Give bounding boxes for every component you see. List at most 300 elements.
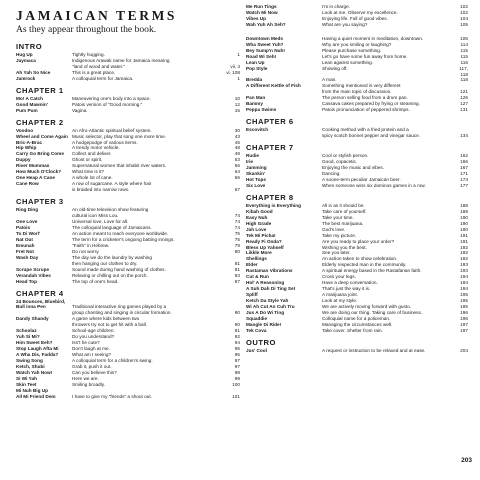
entry-page: vii, 4 <box>230 63 240 69</box>
entry-definition: Why are you smiling or laughing? <box>322 41 392 47</box>
entry-page: 64 <box>234 169 240 175</box>
entry-definition: We are actively moving forward with gusto. <box>322 304 412 310</box>
entry-page: 191 <box>460 238 468 244</box>
entry-page: 15 <box>234 107 240 113</box>
entry-term: Nat Out <box>16 236 33 242</box>
entry-page: 92 <box>234 334 240 340</box>
entry-page: 197 <box>460 327 468 333</box>
entry-term: Downtown Meds <box>246 35 283 41</box>
entry-term: Lean Up <box>246 59 265 65</box>
entry-definition: Take my picture. <box>322 232 357 238</box>
entry-page: 204 <box>460 347 468 353</box>
entry-term: Road Wi Seh! <box>246 53 277 59</box>
glossary-entry <box>16 279 240 285</box>
entry-page: 1 <box>237 52 240 57</box>
right-column <box>246 4 468 354</box>
entry-definition: An action meant to reach everyone worldwide. <box>72 230 169 236</box>
entry-definition: Cassava cakes prepared by frying or steaming. <box>322 101 420 107</box>
entry-page: 190 <box>460 226 468 232</box>
entry-definition: Do you understand? <box>72 334 115 340</box>
entry-page: 194 <box>460 280 468 286</box>
entry-page: 10 <box>234 95 240 101</box>
entry-term: Wah Yuh Ah Seh? <box>246 21 286 27</box>
entry-page: 118 <box>460 77 468 83</box>
entry-term: Rudie <box>246 153 260 159</box>
entry-page: 106 <box>460 35 468 41</box>
entry-definition: Can you believe this? <box>72 369 117 375</box>
entry-definition: Music selector, play that song one more time. <box>72 133 167 139</box>
entry-page: 190 <box>460 220 468 226</box>
entry-definition: "land of wood and water." <box>72 63 125 69</box>
entry-definition: An Afro-Atlantic spiritual belief system. <box>72 127 152 133</box>
entry-definition: The best marijuana. <box>322 220 364 226</box>
entry-definition: Please purchase something. <box>322 47 382 53</box>
entry-term: Kibah Good <box>246 208 273 214</box>
glossary-entry <box>246 183 468 189</box>
entry-term: Yuh Si Mi? <box>16 334 40 340</box>
entry-term: Hug Up <box>16 52 33 57</box>
entry-definition: Enjoying the music and vibes. <box>322 165 385 171</box>
entry-definition: Cool or stylish person. <box>322 153 369 159</box>
entry-definition: Take cover. Shelter from rain. <box>322 327 383 333</box>
entry-definition: Don't laugh at me. <box>72 346 110 352</box>
glossary-section <box>246 338 468 354</box>
entry-page: 79 <box>234 242 240 248</box>
entry-page: 121 <box>460 89 468 95</box>
glossary-section <box>16 42 240 82</box>
entry-page: 193 <box>460 268 468 274</box>
entry-page: 90 <box>234 310 240 316</box>
entry-definition: What are you saying? <box>322 21 368 27</box>
entry-definition: Ghost or spirit. <box>72 157 103 163</box>
entry-term: Tek Mi Picha! <box>246 232 276 238</box>
entry-definition: This is a great place. <box>72 69 116 75</box>
entry-term: A Wha Dis, Fadda? <box>16 352 59 358</box>
entry-term: Hol' A Reasoning <box>246 280 285 286</box>
entry-definition: Have a deep conversation. <box>322 280 378 286</box>
entry-term: Everything is Everything <box>246 202 301 208</box>
entry-definition: Here we are. <box>72 375 99 381</box>
entry-definition: When someone wins six dominos games in a row. <box>322 182 426 188</box>
entry-term: Mo! A Catch <box>16 95 43 101</box>
entry-page: 95 <box>234 346 240 352</box>
entry-page: 48 <box>234 145 240 151</box>
entry-definition: Showing off. <box>322 65 348 71</box>
entry-definition: Grab it, push it out. <box>72 363 112 369</box>
entry-page: 197 <box>460 321 468 327</box>
entry-definition: Traditional interactive ring games played by a <box>72 304 167 310</box>
entry-definition: Relaxing or chilling out on the porch. <box>72 272 148 278</box>
entry-definition: A spiritual energy based in the Rastafarian faith. <box>322 268 422 274</box>
entry-term: Peppa Swims <box>246 107 277 113</box>
entry-definition: All is as it should be. <box>322 202 365 208</box>
entry-term: Easy Nuh <box>246 214 268 220</box>
entry-page: 56 <box>234 163 240 169</box>
entry-page: 115 <box>460 53 468 59</box>
glossary-entry <box>16 187 240 193</box>
entry-page: 94 <box>234 340 240 346</box>
entry-page: 134 <box>460 133 468 139</box>
entry-definition: Cooking method with a fried protein and a <box>322 127 409 133</box>
entry-page: 196 <box>460 309 468 315</box>
entry-page: 75 <box>234 230 240 236</box>
entry-page: 195 <box>460 304 468 310</box>
entry-term: Watch Yah Now! <box>16 369 53 375</box>
entry-page: 43 <box>234 133 240 139</box>
entry-page: 167 <box>460 165 468 171</box>
entry-definition: Are you ready to place your order? <box>322 238 395 244</box>
entry-definition: A hodgepodge of various items. <box>72 139 138 145</box>
entry-term: Bull inna Pen <box>16 304 46 310</box>
entry-definition: Vagina. <box>72 107 88 113</box>
entry-page: 195 <box>460 292 468 298</box>
entry-page: 75 <box>234 236 240 242</box>
entry-term: Bey Sump'n Nuh! <box>246 47 285 53</box>
entry-term: Stop Laugh Afta Mi <box>16 346 59 352</box>
entry-page: 114 <box>460 41 468 47</box>
entry-page: 102 <box>460 9 468 15</box>
entry-page: 45 <box>234 139 240 145</box>
entry-definition: See you later. <box>322 250 351 256</box>
right-glossary <box>246 4 468 354</box>
entry-definition: Lean against something. <box>322 59 374 65</box>
entry-term: Bredda <box>246 77 263 83</box>
entry-term: Duppy <box>16 157 31 163</box>
entry-definition: A colloquial term for a children's swing. <box>72 358 153 364</box>
entry-term: One Heap A Cane <box>16 175 55 181</box>
entry-definition: Look at my style. <box>322 298 358 304</box>
entry-term: Ready Fi Onda? <box>246 238 282 244</box>
entry-term: Pop Style <box>246 65 268 71</box>
entry-term: Jus' Cool <box>246 347 267 353</box>
entry-page: 1 <box>237 75 240 81</box>
entry-page: 66 <box>234 175 240 181</box>
entry-term: How Much O'Clock? <box>16 169 62 175</box>
entry-definition: Collect and deliver. <box>72 151 112 157</box>
entry-term: Carry Go Bring Come <box>16 151 64 157</box>
entry-page: 87 <box>234 278 240 284</box>
entry-page: 97 <box>234 363 240 369</box>
entry-definition: Patois version of "Good morning." <box>72 101 143 107</box>
entry-definition: group chanting and singing in circular formation. <box>72 310 172 316</box>
left-column <box>16 8 240 400</box>
entry-page: 30 <box>234 127 240 133</box>
entry-definition: The term for a cricketer's ongoing batting innings. <box>72 236 175 242</box>
section-heading: OUTRO <box>246 337 276 347</box>
entry-term: Good Mawnin' <box>16 101 48 107</box>
entry-term: A Suh Dah Di Ting Set <box>246 286 296 292</box>
entry-page: 74 <box>234 219 240 225</box>
entry-page: 12 <box>234 101 240 107</box>
entry-page: 196 <box>460 315 468 321</box>
section-heading: CHAPTER 6 <box>246 117 294 127</box>
entry-page: 100 <box>232 381 240 387</box>
entry-term: Wash Day <box>16 254 39 260</box>
glossary-section <box>16 86 240 114</box>
entry-definition: Having a quiet moment in meditation, downtown. <box>322 35 424 41</box>
glossary-section <box>16 197 240 284</box>
entry-page: 115 <box>460 47 468 53</box>
entry-term: Mangle Di Ride! <box>246 321 282 327</box>
entry-page: 116 <box>460 59 468 65</box>
entry-page: 190 <box>460 214 468 220</box>
entry-definition: The person selling food from a drum pan. <box>322 95 408 101</box>
entry-term: Ah Yah So Nice <box>16 69 51 75</box>
entry-term: Dandy Shandy <box>16 316 49 322</box>
entry-term: Escovitch <box>246 127 269 133</box>
glossary-section <box>246 117 468 139</box>
entry-definition: Colloquial name for a policeman. <box>322 315 391 321</box>
entry-term: Jah Love <box>246 226 267 232</box>
entry-definition: Maneuvering one's body into a space. <box>72 95 151 101</box>
glossary-entry <box>246 22 468 28</box>
entry-page: 90 <box>234 322 240 328</box>
entry-page: 99 <box>234 375 240 381</box>
entry-definition: Look at me. Observe my excellence. <box>322 9 398 15</box>
entry-page: 166 <box>460 159 468 165</box>
entry-definition: Let's go have some fun away from home. <box>322 53 408 59</box>
entry-definition: Do not worry. <box>72 248 100 254</box>
entry-term: Spliff <box>246 292 258 298</box>
entry-page: 80 <box>234 248 240 254</box>
entry-page: 194 <box>460 274 468 280</box>
entry-page: 131 <box>460 107 468 113</box>
entry-definition: God's love. <box>322 226 346 232</box>
entry-definition: A request or instruction to be relaxed and at ease. <box>322 347 426 353</box>
entry-definition: Managing the circumstances well. <box>322 321 393 327</box>
glossary-section <box>246 193 468 334</box>
entry-term: Emunah <box>16 242 35 248</box>
page-number: 203 <box>461 457 472 464</box>
entry-term: Six Love <box>246 182 266 188</box>
entry-definition: Isn't he cute? <box>72 340 100 346</box>
entry-term: Swing Song <box>16 358 43 364</box>
entry-definition: Take your time. <box>322 214 354 220</box>
glossary-entry <box>246 107 468 113</box>
glossary-entry <box>246 328 468 334</box>
entry-definition: Patois pronunciation of peppered shrimps. <box>322 107 410 113</box>
page-title: JAMAICAN TERMS <box>16 8 178 23</box>
entry-page: 194 <box>460 286 468 292</box>
page-subtitle: As they appear throughout the book. <box>16 24 157 35</box>
entry-definition: An old-time television show featuring <box>72 207 149 213</box>
entry-page: 193 <box>460 262 468 268</box>
glossary-entry <box>16 76 240 82</box>
entry-page: 74 <box>234 213 240 219</box>
glossary-section <box>246 28 468 113</box>
section-heading: CHAPTER 3 <box>16 197 64 207</box>
section-heading: CHAPTER 1 <box>16 85 64 95</box>
entry-term: Ring Ding <box>16 207 39 213</box>
entry-page: 97 <box>234 358 240 364</box>
entry-term: Skin Teet <box>16 381 37 387</box>
entry-page: 126 <box>460 95 468 101</box>
entry-term: Jamrock <box>16 75 36 81</box>
entry-definition: Tightly hugging. <box>72 52 105 57</box>
entry-definition: A trendy motor vehicle. <box>72 145 120 151</box>
entry-term: Jus A Do Wi Ting <box>246 309 285 315</box>
entry-term: Fret Not <box>16 248 34 254</box>
section-heading: CHAPTER 2 <box>16 117 64 127</box>
entry-term: Watch Mi Now <box>246 9 278 15</box>
glossary-entry <box>246 66 468 78</box>
entry-term: Tek Cova <box>246 327 267 333</box>
entry-page: 188 <box>460 202 468 208</box>
entry-definition: The day we do the laundry by washing <box>72 254 152 260</box>
section-heading: CHAPTER 8 <box>246 192 294 202</box>
entry-page: 102 <box>460 4 468 9</box>
entry-definition: spicy scotch bonnet pepper and vinegar sauce. <box>322 133 420 139</box>
entry-term: Him Sweet Eeh? <box>16 340 53 346</box>
entry-term: Jamming <box>246 165 267 171</box>
entry-term: Wheel and Come Again <box>16 133 68 139</box>
entry-term: To Di Worl' <box>16 230 41 236</box>
entry-definition: A row of sugarcane. A style where hair <box>72 181 152 187</box>
entry-term: Hip Whip <box>16 145 37 151</box>
glossary-section <box>16 118 240 193</box>
entry-page: 81 <box>234 260 240 266</box>
glossary-entry <box>16 394 240 400</box>
entry-term: Pum Pum <box>16 107 38 113</box>
entry-definition: Supernatural women that inhabit river waters. <box>72 163 167 169</box>
entry-page: 67 <box>234 187 240 193</box>
entry-page: 191 <box>460 232 468 238</box>
entry-definition: A game where kids between two <box>72 316 140 322</box>
entry-term: Hot Tops <box>246 176 266 182</box>
entry-page: 101 <box>232 393 240 399</box>
entry-page: 104 <box>460 15 468 21</box>
entry-definition: from the main topic of discussion. <box>322 89 392 95</box>
entry-page: 177 <box>460 182 468 188</box>
entry-definition: Something mentioned is very different <box>322 83 401 89</box>
entry-term: Wha Sweet Yuh? <box>246 41 284 47</box>
entry-page: 174 <box>460 176 468 182</box>
entry-definition: A colloquial term for Jamaica. <box>72 75 134 81</box>
entry-page: 171 <box>460 170 468 176</box>
entry-term: Scrupe Scrupe <box>16 266 50 272</box>
entry-definition: Dancing. <box>322 170 341 176</box>
entry-page: 98 <box>234 369 240 375</box>
glossary-entry <box>246 348 468 354</box>
entry-term: Cut & Run <box>246 274 269 280</box>
entry-term: Schoolaz <box>16 328 37 334</box>
entry-page: 117, 118 <box>459 65 468 77</box>
entry-term: Me Run Tings <box>246 4 277 9</box>
entry-definition: Wishing you the best. <box>322 244 367 250</box>
entry-definition: Take care of yourself. <box>322 208 367 214</box>
entry-definition: The colloquial language of Jamaicans. <box>72 224 152 230</box>
entry-term: River Mummas <box>16 163 50 169</box>
entry-term: Verandah Vibes <box>16 272 51 278</box>
entry-page: 192 <box>460 256 468 262</box>
entry-term: Patois <box>16 224 31 230</box>
entry-definition: Sound made during hand washing of clothes. <box>72 266 166 272</box>
glossary-section <box>16 289 240 400</box>
entry-term: Shellings <box>246 256 267 262</box>
section-heading: CHAPTER 7 <box>246 143 294 153</box>
entry-page: 96 <box>234 352 240 358</box>
section-heading: CHAPTER 4 <box>16 288 64 298</box>
entry-definition: What time is it? <box>72 169 105 175</box>
entry-term: A Different Kettle of Fish <box>246 83 301 89</box>
entry-term: Jaymaca <box>16 57 36 63</box>
glossary-section <box>246 4 468 28</box>
entry-definition: The top of one's head. <box>72 278 119 284</box>
entry-term: Ketch, Shubi <box>16 363 45 369</box>
entry-page: 189 <box>460 208 468 214</box>
section-heading: INTRO <box>16 42 43 51</box>
entry-definition: A whole lot of cane. <box>72 175 113 181</box>
entry-term: One Love <box>16 219 38 225</box>
entry-page: 192 <box>460 250 468 256</box>
entry-definition: Elderly respected man in the community. <box>322 262 407 268</box>
entry-page: 74 <box>234 224 240 230</box>
entry-term: Bless Up Yahself <box>246 244 284 250</box>
entry-term: Elder <box>246 262 258 268</box>
entry-term: Ketch Da Style Yah <box>246 298 289 304</box>
entry-page: 162 <box>460 153 468 159</box>
left-glossary <box>16 42 240 400</box>
entry-definition: That's just the way it is. <box>322 286 371 292</box>
entry-definition: We are doing our thing. Taking care of business. <box>322 309 423 315</box>
entry-definition: then hanging our clothes to dry. <box>72 260 138 266</box>
entry-term: Pan Man <box>246 95 266 101</box>
entry-term: Bric-A-Brac <box>16 139 43 145</box>
entry-page: 195 <box>460 298 468 304</box>
entry-page: 83 <box>234 272 240 278</box>
entry-definition: A man. <box>322 77 337 83</box>
entry-page: 91 <box>234 328 240 334</box>
entry-term: 24 Bounces, Bluebird, <box>16 298 66 304</box>
entry-definition: A soone-term peculiar Jamaican beer. <box>322 176 401 182</box>
entry-page: 53 <box>234 157 240 163</box>
entry-definition: throwers try not to get hit with a ball. <box>72 322 148 328</box>
entry-term: Squaddie <box>246 315 268 321</box>
entry-term: Bammy <box>246 101 263 107</box>
glossary-entry <box>16 108 240 114</box>
entry-term: Irie <box>246 159 254 165</box>
entry-definition: Enjoying life. Full of good vibes. <box>322 15 388 21</box>
entry-term: Likkle More <box>246 250 272 256</box>
glossary-entry <box>246 133 468 139</box>
entry-definition: Cross your legs. <box>322 274 356 280</box>
entry-definition: An action taken to show celebration. <box>322 256 398 262</box>
entry-definition: I'm in charge. <box>322 4 350 9</box>
entry-page: 49 <box>234 151 240 157</box>
entry-definition: Universal love. Love for all. <box>72 219 129 225</box>
entry-term: High Grade <box>246 220 272 226</box>
entry-term: Voodoo <box>16 127 34 133</box>
entry-term: Skankin' <box>246 170 266 176</box>
entry-definition: I have to give my "friends" a shout out. <box>72 393 152 399</box>
entry-term: All Mi Friend Dem <box>16 393 56 399</box>
entry-page: 127 <box>460 101 468 107</box>
entry-term: Mi Nuh Big Up <box>16 387 49 393</box>
section-spacer <box>246 28 468 36</box>
entry-term: Vibes Up <box>246 15 266 21</box>
entry-page: 192 <box>460 244 468 250</box>
entry-definition: School-age children. <box>72 328 115 334</box>
entry-page: 81 <box>234 266 240 272</box>
entry-definition: Good, copacetic. <box>322 159 358 165</box>
entry-term: Wi Ah Cut An Cuh Tru <box>246 304 295 310</box>
entry-term: Si Wi Yah <box>16 375 37 381</box>
entry-definition: cultural icon Miss Lou. <box>72 213 119 219</box>
entry-definition: is braided into narrow rows. <box>72 187 130 193</box>
glossary-section <box>246 143 468 189</box>
entry-definition: Indigenous Arawak name for Jamaica meaning <box>72 57 170 63</box>
entry-term: Cane Row <box>16 181 39 187</box>
